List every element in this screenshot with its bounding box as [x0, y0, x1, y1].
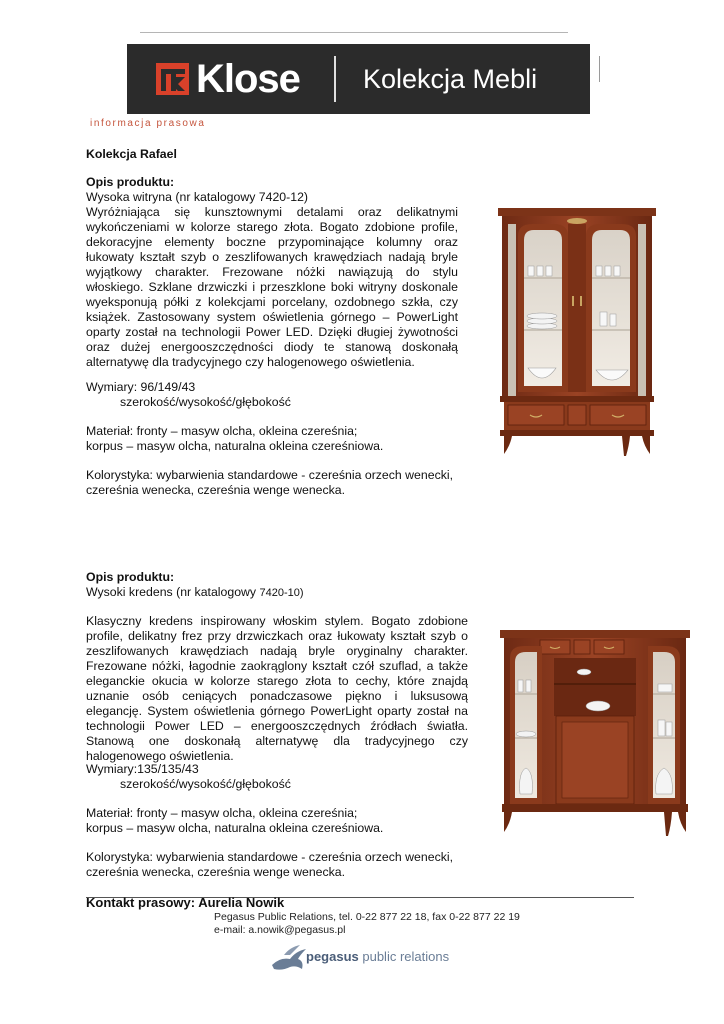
- product1-heading: Opis produktu:: [86, 175, 175, 189]
- product2-colors-line1: Kolorystyka: wybarwienia standardowe - czereśnia orzech wenecki,: [86, 850, 454, 864]
- product2-name: [86, 585, 304, 601]
- pegasus-wordmark-sub: public relations: [358, 949, 450, 964]
- product1-dimensions-legend: szerokość/wysokość/głębokość: [120, 395, 291, 409]
- product2-name-number: 7420-10): [259, 587, 304, 599]
- pegasus-horse-icon: [270, 945, 310, 973]
- banner-edge-mark: [599, 56, 600, 82]
- product2-heading: Opis produktu:: [86, 570, 175, 584]
- banner-separator: [334, 56, 336, 102]
- product1-name: Wysoka witryna (nr katalogowy 7420-12): [86, 190, 309, 204]
- contact-title: Kontakt prasowy: Aurelia Nowik: [86, 895, 285, 910]
- product2-name-prefix: Wysoki kredens (nr katalogowy: [86, 585, 260, 599]
- contact-email[interactable]: e-mail: a.nowik@pegasus.pl: [214, 924, 346, 936]
- product1-colors-line1: Kolorystyka: wybarwienia standardowe - czereśnia orzech wenecki,: [86, 468, 454, 482]
- pegasus-wordmark: [306, 949, 449, 965]
- section-title: Kolekcja Rafael: [86, 147, 177, 161]
- product1-dimensions: Wymiary: 96/149/43: [86, 380, 196, 394]
- product2-description: Klasyczny kredens inspirowany włoskim stylem. Bogato zdobione profile, delikatny frez przy drzwiczkach oraz łukowaty kształt szyb o zeszlifowanych krawędziach nadają bryle oryginalny charakter. Frezowane nóżki, łagodnie zaokrąglony kształt czół szuflad, a także eleganckie okucia w kolorze starego złota to cechy, które znajdą uznanie osób ceniących ponadczasowe piękno i luksusową elegancję. System oświetlenia górnego PowerLight oparty został na technologii Power LED – energooszczędnych źródłach światła. Stanową one doskonałą alternatywę dla tradycyjnego czy halogenowego oświetlenia.: [86, 614, 468, 763]
- product2-dimensions-legend: szerokość/wysokość/głębokość: [120, 777, 291, 791]
- klose-logo-icon: [156, 63, 189, 95]
- product2-dimensions: Wymiary:135/135/43: [86, 762, 199, 776]
- press-release-label: informacja prasowa: [90, 118, 206, 129]
- product1-material-body: korpus – masyw olcha, naturalna okleina czereśniowa.: [86, 439, 384, 453]
- collection-title: Kolekcja Mebli: [363, 64, 538, 94]
- product1-colors-line2: czereśnia wenecka, czereśnia wenge wenecka.: [86, 483, 346, 497]
- product2-material-front: Materiał: fronty – masyw olcha, okleina czereśnia;: [86, 806, 358, 820]
- product1-description: Wyróżniająca się kunsztownymi detalami oraz delikatnymi wykończeniami w kolorze starego złota. Bogato zdobione profile, dekoracyjne elementy boczne przypominające kolumny oraz łukowaty kształt szyb o zeszlifowanych krawędziach nadają bryle wyjątkowy charakter. Frezowane nóżki nawiązują do stylu włoskiego. Szklane drzwiczki i przeszklone boki witryny doskonale wyeksponują półki z kolekcjami porcelany, ozdobnego szkła, czy książek. Zastosowany system oświetlenia górnego – PowerLight oparty został na technologii Power LED. Dzięki długiej żywotności oraz dużej energooszczędności diody te stanową doskonałą alternatywę dla tradycyjnego czy halogenowego oświetlenia.: [86, 205, 458, 369]
- brand-wordmark: Klose: [196, 57, 300, 101]
- top-divider: [140, 32, 568, 33]
- product2-colors-line2: czereśnia wenecka, czereśnia wenge wenecka.: [86, 865, 346, 879]
- product2-material-body: korpus – masyw olcha, naturalna okleina czereśniowa.: [86, 821, 384, 835]
- contact-agency-phone: Pegasus Public Relations, tel. 0-22 877 22 18, fax 0-22 877 22 19: [214, 911, 520, 923]
- product1-material-front: Materiał: fronty – masyw olcha, okleina czereśnia;: [86, 424, 358, 438]
- display-cabinet-image: [496, 206, 658, 458]
- sideboard-image: [498, 628, 692, 840]
- pegasus-wordmark-main: pegasus: [306, 949, 359, 964]
